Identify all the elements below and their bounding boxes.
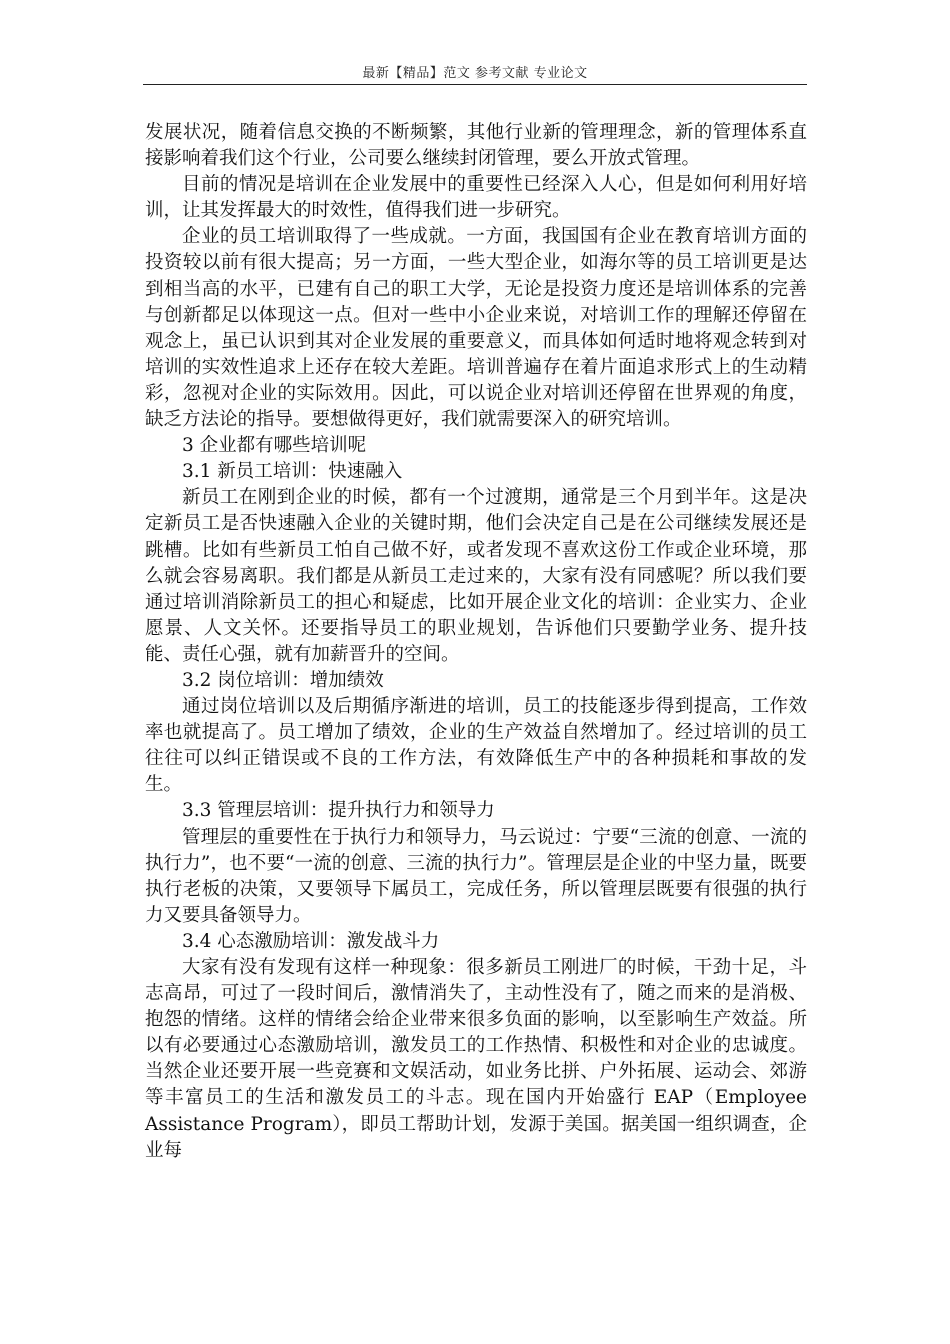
paragraph-management-training: 管理层的重要性在于执行力和领导力，马云说过：宁要“三流的创意、一流的执行力”，也不要“一流的创意、三流的执行力”。管理层是企业的中坚力量，既要执行老板的决策，又要领导下属员工，完成任务，所以管理层既要有很强的执行力又要具备领导力。	[145, 826, 807, 926]
section-heading-3-1: 3.1 新员工培训：快速融入	[182, 461, 403, 483]
paragraph-position-training: 通过岗位培训以及后期循序渐进的培训，员工的技能逐步得到提高，工作效率也就提高了。员工增加了绩效，企业的生产效益自然增加了。经过培训的员工往往可以纠正错误或不良的工作方法，有效降低生产中的各种损耗和事故的发生。	[145, 696, 807, 796]
document-body	[145, 120, 807, 1164]
paragraph-motivation-training: 大家有没有发现有这样一种现象：很多新员工刚进厂的时候，干劲十足，斗志高昂，可过了一段时间后，激情消失了，主动性没有了，随之而来的是消极、抱怨的情绪。这样的情绪会给企业带来很多负面的影响，以至影响生产效益。所以有必要通过心态激励培训，激发员工的工作热情、积极性和对企业的忠诚度。当然企业还要开展一些竞赛和文娱活动，如业务比拼、户外拓展、运动会、郊游等丰富员工的生活和激发员工的斗志。现在国内开始盛行 EAP（Employee Assistance Program），即员工帮助计划，发源于美国。据美国一组织调查，企业每	[145, 957, 807, 1161]
section-heading-3: 3 企业都有哪些培训呢	[182, 435, 367, 457]
section-heading-3-4: 3.4 心态激励培训：激发战斗力	[182, 930, 440, 952]
page-header: 最新【精品】范文 参考文献 专业论文	[362, 66, 588, 81]
paragraph-current-situation: 目前的情况是培训在企业发展中的重要性已经深入人心，但是如何利用好培训，让其发挥最大的时效性，值得我们进一步研究。	[145, 174, 807, 222]
section-heading-3-2: 3.2 岗位培训：增加绩效	[182, 669, 384, 691]
paragraph-continuation: 发展状况，随着信息交换的不断频繁，其他行业新的管理理念，新的管理体系直接影响着我们这个行业，公司要么继续封闭管理，要么开放式管理。	[145, 122, 807, 170]
paragraph-achievements: 企业的员工培训取得了一些成就。一方面，我国国有企业在教育培训方面的投资较以前有很大提高；另一方面，一些大型企业，如海尔等的员工培训更是达到相当高的水平，已建有自己的职工大学，无论是投资力度还是培训体系的完善与创新都足以体现这一点。但对一些中小企业来说，对培训工作的理解还停留在观念上，虽已认识到其对企业发展的重要意义，而具体如何适时地将观念转到对培训的实效性追求上还存在较大差距。培训普遍存在着片面追求形式上的生动精彩，忽视对企业的实际效用。因此，可以说企业对培训还停留在世界观的角度，缺乏方法论的指导。要想做得更好，我们就需要深入的研究培训。	[145, 226, 807, 431]
section-heading-3-3: 3.3 管理层培训：提升执行力和领导力	[182, 800, 495, 822]
header-divider	[143, 84, 807, 85]
paragraph-new-employee: 新员工在刚到企业的时候，都有一个过渡期，通常是三个月到半年。这是决定新员工是否快速融入企业的关键时期，他们会决定自己是在公司继续发展还是跳槽。比如有些新员工怕自己做不好，或者发现不喜欢这份工作或企业环境，那么就会容易离职。我们都是从新员工走过来的，大家有没有同感呢？所以我们要通过培训消除新员工的担心和疑虑，比如开展企业文化的培训：企业实力、企业愿景、人文关怀。还要指导员工的职业规划，告诉他们只要勤学业务、提升技能、责任心强，就有加薪晋升的空间。	[145, 487, 807, 665]
